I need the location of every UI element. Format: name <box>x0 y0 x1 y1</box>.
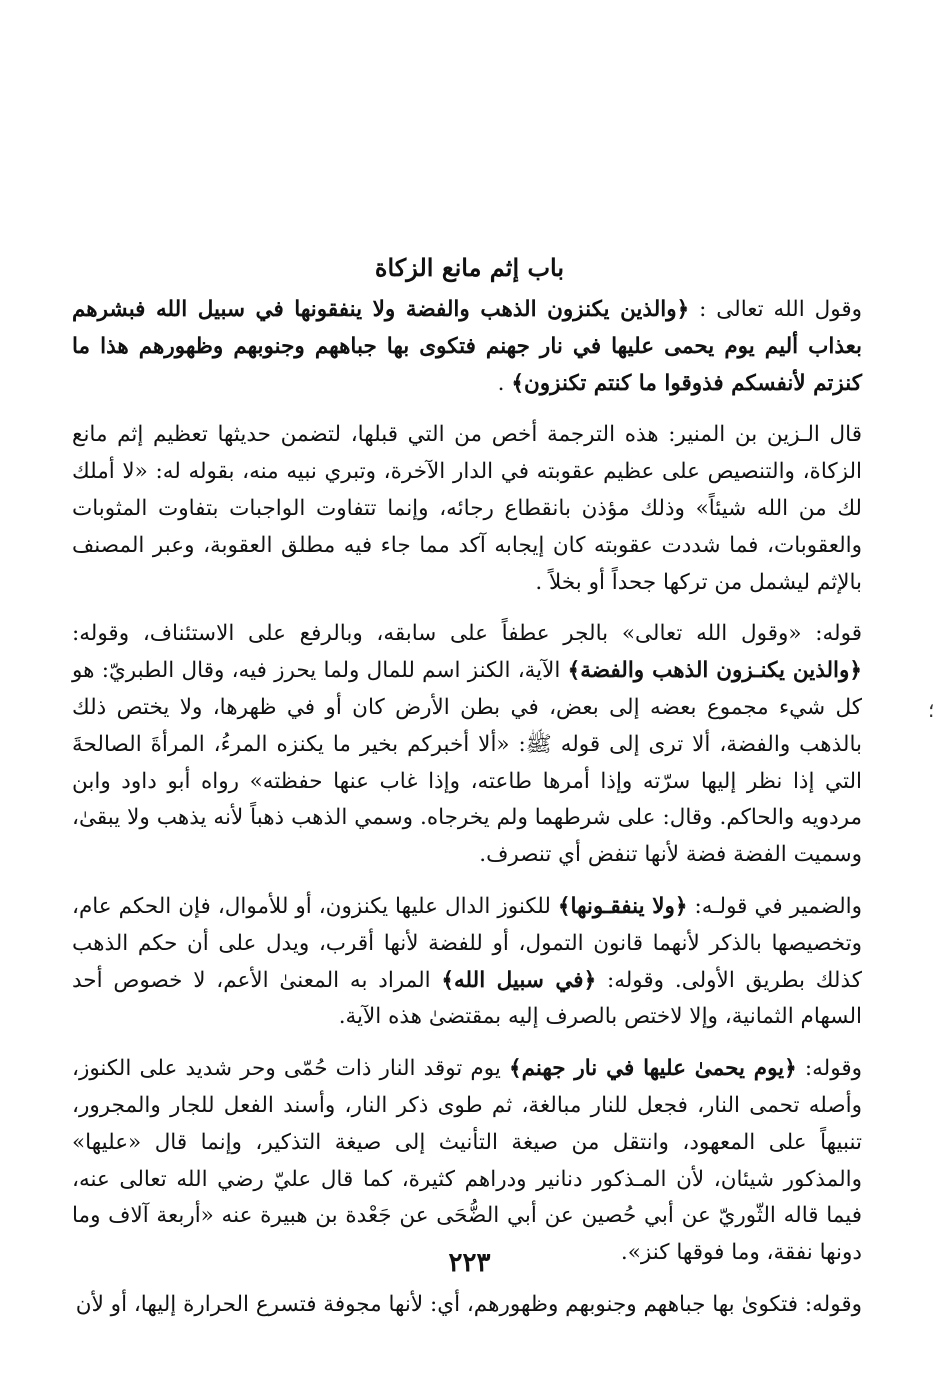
paragraph-text-mid: للكنوز الدال عليها يكنزون، أو للأموال، فإن الحكم عام، وتخصيصها بالذكر لأنهما قانون التمول، أو للفضة لأنها أقرب، ويدل على أن حكم الذهب كذلك بطريق الأولى. وقوله: <box>72 893 862 993</box>
paragraph-text-post: يوم توقد النار ذات حُمّى وحر شديد على الكنوز، وأصله تحمى النار، فجعل للنار مبالغة، ثم طوى ذكر النار، وأسند الفعل للجار والمجرور، تنبيهاً على المعهود، وانتقل من صيغة التأنيث إلى صيغة التذكير، وإنما قال «عليها» والمذكور شيئان، لأن المـذكور دنانير ودراهم كثيرة، كما قال عليّ رضي الله تعالى عنه، فيما قاله الثّوريّ عن أبي حُصين عن أبي الضُّحَى عن جَعْدة بن هبيرة عنه «أربعة آلاف وما دونها نفقة، وما فوقها كنز». <box>72 1056 862 1266</box>
page-body <box>72 292 862 1339</box>
paragraph-intro: وقول الله تعالى : <box>689 297 862 322</box>
chapter-title: باب إثم مانع الزكاة <box>374 253 565 282</box>
quran-quote: ﴿والذين يكنـزون الذهب والفضة﴾ <box>567 658 862 684</box>
quran-verse: ﴿والذين يكنزون الذهب والفضة ولا ينفقونها في سبيل الله فبشرهم بعذاب أليم يوم يحمى عليها في نار جهنم فتكوى بها جباههم وجنوبهم وظهورهم هذا ما كنزتم لأنفسكم فذوقوا ما كنتم تكنزون﴾ <box>72 297 862 396</box>
paragraph-text-pre: وقوله: <box>796 1056 862 1082</box>
paragraph-text-post: المراد به المعنىٰ الأعم، لا خصوص أحد السهام الثمانية، وإلا لاختص بالصرف إليه بمقتضىٰ هذه الآية. <box>72 967 862 1030</box>
paragraph-end: . <box>497 370 512 396</box>
paragraph-commentary-1 <box>72 417 862 601</box>
paragraph-commentary-2 <box>72 616 862 874</box>
paragraph-text-pre: والضمير في قولـه: <box>687 893 862 919</box>
paragraph-text-post: الآية، الكنز اسم للمال ولما يحرز فيه، وقال الطبريّ: هو كل شيء مجموع بعضه إلى بعض، في بطن الأرض كان أو في ظهرها، ولا يختص ذلك بالذهب والفضة، ألا ترى إلى قوله ﷺ: «ألا أخبركم بخير ما يكنزه المرءُ، المرأةَ الصالحةَ التي إذا نظر إليها سرّته وإذا أمرها طاعته، وإذا غاب عنها حفظته» رواه أبو داود وابن مردويه والحاكم. وقال: على شرطهما ولم يخرجاه. وسمي الذهب ذهباً لأنه يذهب ولا يبقىٰ، وسميت الفضة فضة لأنها تنفض أي تنصرف. <box>72 658 862 868</box>
paragraph-text-pre: قوله: «وقول الله تعالى» بالجر عطفاً على سابقه، وبالرفع على الاستئناف، وقوله: <box>72 621 862 647</box>
paragraph-commentary-4 <box>72 1051 862 1272</box>
quran-quote-2: ﴿في سبيل الله﴾ <box>441 967 597 993</box>
paragraph-verse <box>72 292 862 402</box>
quran-quote: ﴿يوم يحمىٰ عليها في نار جهنم﴾ <box>508 1056 797 1082</box>
paragraph-commentary-5 <box>72 1287 862 1324</box>
paragraph-commentary-3 <box>72 889 862 1036</box>
page-number: ٢٢٣ <box>448 1248 491 1278</box>
paragraph-text: وقوله: فتكوىٰ بها جباههم وجنوبهم وظهورهم، أي: لأنها مجوفة فتسرع الحرارة إليها، أو لأن <box>75 1291 862 1317</box>
paragraph-text: قال الـزين بن المنير: هذه الترجمة أخص من التي قبلها، لتضمن حديثها تعظيم إثم مانع الزكاة، والتنصيص على عظيم عقوبته في الدار الآخرة، وتبري نبيه منه، بقوله له: «لا أملك لك من الله شيئاً» وذلك مؤذن بانقطاع رجائه، وإنما تتفاوت الواجبات بتفاوت المثوبات والعقوبات، فما شددت عقوبته كان إيجابه آكد مما جاء فيه مطلق العقوبة، وعبر المصنف بالإثم ليشمل من تركها جحداً أو بخلاً . <box>72 422 862 595</box>
margin-mark: ؛ <box>928 698 935 722</box>
quran-quote: ﴿ولا ينفقـونها﴾ <box>557 893 688 919</box>
